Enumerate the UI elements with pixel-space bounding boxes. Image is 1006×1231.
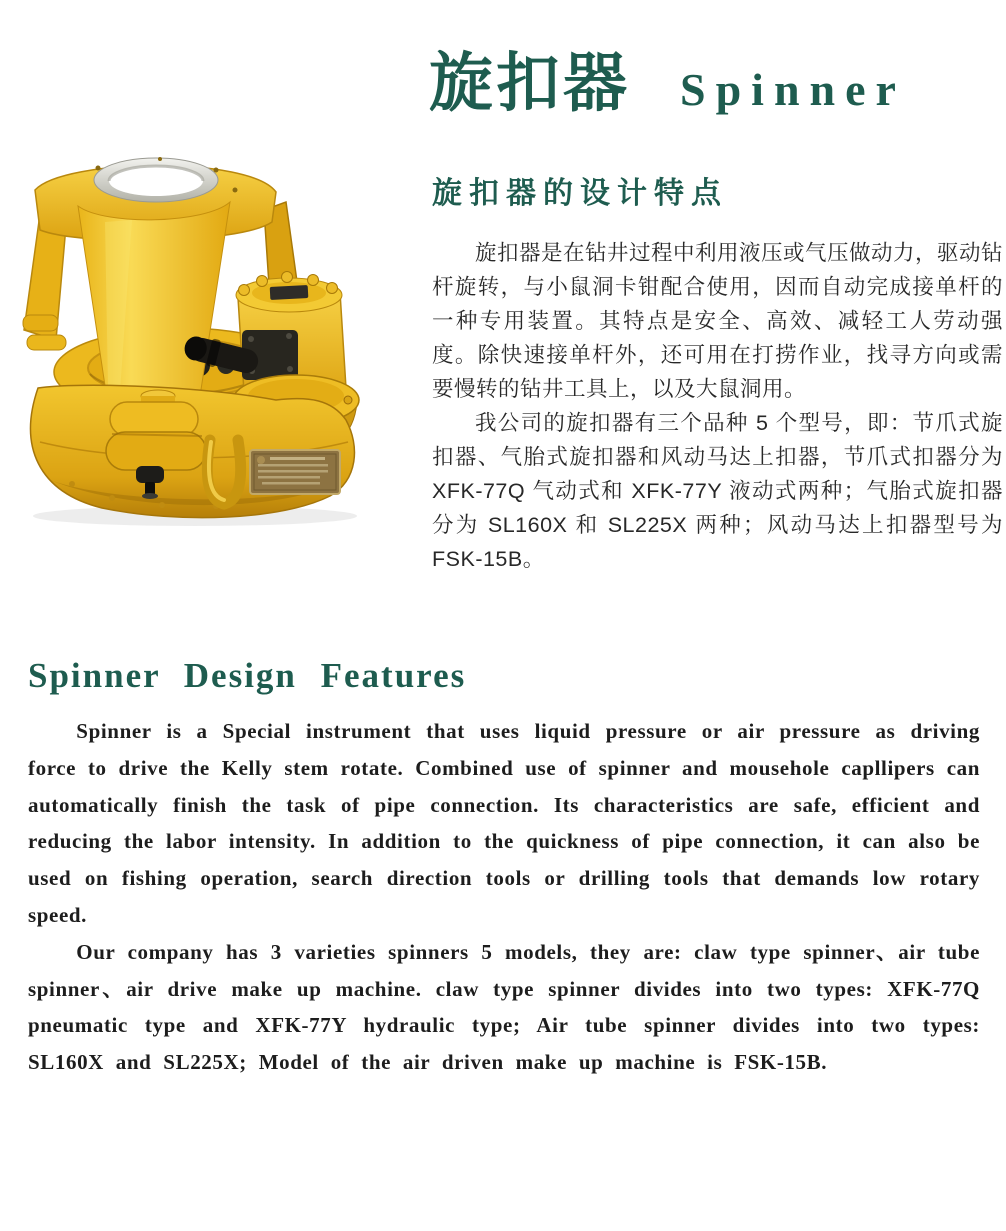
page-header: [429, 48, 906, 118]
machine-nameplate: [250, 450, 340, 494]
page-title-chinese: 旋扣器: [429, 47, 630, 119]
chinese-feature-section: [432, 168, 1003, 576]
chinese-paragraph-2: 我公司的旋扣器有三个品种 5 个型号，即：节爪式旋扣器、气胎式旋扣器和风动马达上扣器，节爪式扣器分为 XFK-77Q 气动式和 XFK-77Y 液动式两种；气胎式旋扣器分为 SL160X 和 SL225X 两种；风动马达上扣器型号为 FSK-15B。: [432, 411, 1003, 571]
english-section-heading: Spinner Design Features: [28, 656, 467, 695]
english-feature-section: [28, 656, 980, 1081]
page-title-english: Spinner: [680, 64, 906, 115]
product-photo: [10, 150, 410, 530]
spinner-machine-illustration: [10, 150, 410, 530]
motor-port-cover: [270, 285, 309, 300]
chinese-section-heading: 旋扣器的设计特点: [432, 177, 728, 210]
english-paragraph-2: Our company has 3 varieties spinners 5 models, they are: claw type spinner、air tube spinner、air drive make up machine. claw type spinner divides into two types: XFK-77Q pneumatic type and XFK-77Y hydraulic type; Air tube spinner divides into two types: SL160X and SL225X; Model of the air driven make up machine is FSK-15B.: [28, 939, 980, 1075]
chinese-paragraph-1: 旋扣器是在钻井过程中利用液压或气压做动力，驱动钻杆旋转，与小鼠洞卡钳配合使用，因而自动完成接单杆的一种专用装置。其特点是安全、高效、减轻工人劳动强度。除快速接单杆外，还可用在打捞作业，找寻方向或需要慢转的钻井工具上，以及大鼠洞用。: [432, 241, 1004, 401]
english-paragraph-1: Spinner is a Special instrument that uses liquid pressure or air pressure as driving force to drive the Kelly stem rotate. Combined use of spinner and mousehole capllipers can automatically finish the task of pipe connection. Its characteristics are safe, efficient and reducing the labor intensity. In addition to the quickness of pipe connection, it can also be used on fishing operation, search direction tools or drilling tools that demands low rotary speed.: [28, 719, 980, 927]
